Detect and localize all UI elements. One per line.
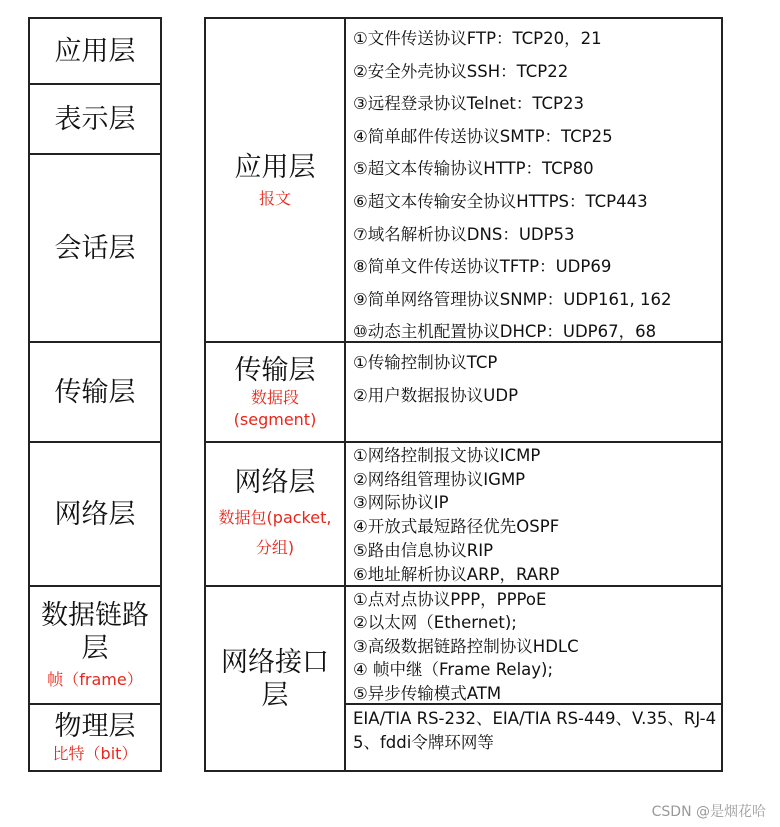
protocol-item: ⑨简单网络管理协议SNMP：UDP161, 162 [353, 289, 672, 309]
protocol-item: ②安全外壳协议SSH：TCP22 [353, 61, 569, 81]
osi-layer-unit: 帧（frame） [47, 670, 143, 689]
osi-layer-name: 表示层 [54, 103, 136, 135]
tcpip-layer-network [206, 443, 344, 585]
network-protocol-list [353, 444, 560, 586]
tcpip-layer-unit-detail: 分组) [255, 537, 295, 557]
application-protocol-list [353, 23, 672, 349]
protocol-item: ④简单邮件传送协议SMTP：TCP25 [353, 126, 613, 146]
protocol-item: ⑥地址解析协议ARP，RARP [353, 564, 560, 584]
tcpip-layer-network-interface [206, 587, 344, 770]
osi-layer-name: 应用层 [54, 35, 136, 67]
tcpip-layer-name: 传输层 [234, 354, 316, 386]
protocol-item: ④ 帧中继（Frame Relay); [353, 660, 554, 680]
protocol-item: ①传输控制协议TCP [353, 353, 498, 372]
physical-standards-text: EIA/TIA RS-232、EIA/TIA RS-449、V.35、RJ-45、fddi令牌环网等 [353, 709, 717, 752]
network-interface-protocol-list [353, 588, 579, 705]
osi-layer-session [30, 155, 160, 341]
protocol-item: ⑤异步传输模式ATM [353, 683, 502, 703]
watermark: CSDN @是烟花哈 [651, 804, 766, 820]
tcpip-layer-transport [206, 343, 344, 441]
tcpip-layer-name: 应用层 [234, 151, 316, 183]
protocol-item: ②用户数据报协议UDP [353, 386, 519, 405]
tcpip-layer-unit: 报文 [258, 188, 291, 208]
osi-layer-presentation [30, 85, 160, 153]
protocol-item: ②网络组管理协议IGMP [353, 469, 526, 489]
osi-layer-name: 网络层 [54, 498, 136, 530]
tcpip-layer-application [206, 19, 344, 341]
osi-layer-application [30, 19, 160, 83]
protocol-item: ⑥超文本传输安全协议HTTPS：TCP443 [353, 191, 648, 211]
protocol-item: ①文件传送协议FTP：TCP20，21 [353, 29, 602, 48]
osi-layer-network [30, 443, 160, 585]
protocol-item: ⑤超文本传输协议HTTP：TCP80 [353, 159, 594, 179]
protocol-item: ③网际协议IP [353, 493, 449, 513]
osi-layer-name: 数据链路层 [41, 600, 149, 664]
protocol-item: ④开放式最短路径优先OSPF [353, 517, 560, 537]
osi-layer-unit: 比特（bit） [52, 744, 138, 763]
osi-layer-name: 传输层 [54, 376, 136, 408]
protocol-item: ⑩动态主机配置协议DHCP：UDP67，68 [353, 322, 657, 342]
protocol-item: ①点对点协议PPP，PPPoE [353, 590, 547, 609]
tcpip-layer-name: 网络层 [234, 466, 316, 498]
protocol-item: ①网络控制报文协议ICMP [353, 446, 541, 465]
tcpip-layer-name: 网络接口层 [221, 646, 329, 711]
protocol-item: ⑦域名解析协议DNS：UDP53 [353, 224, 575, 244]
protocol-item: ②以太网（Ethernet); [353, 613, 517, 633]
tcpip-column-divider [344, 17, 346, 772]
osi-layer-name: 物理层 [54, 711, 136, 742]
protocol-item: ③远程登录协议Telnet：TCP23 [353, 94, 584, 114]
transport-protocol-list [353, 346, 518, 412]
tcpip-layer-unit: 数据段 [250, 387, 299, 407]
protocol-item: ⑧简单文件传送协议TFTP：UDP69 [353, 257, 612, 277]
protocol-item: ③高级数据链路控制协议HDLC [353, 636, 579, 656]
tcpip-layer-unit-detail: (segment) [233, 409, 317, 429]
tcpip-layer-unit: 数据包(packet, [218, 507, 332, 527]
osi-layer-transport [30, 343, 160, 441]
protocol-item: ⑤路由信息协议RIP [353, 540, 494, 560]
osi-layer-physical [30, 705, 160, 770]
osi-layer-name: 会话层 [54, 232, 136, 264]
osi-layer-datalink [30, 587, 160, 703]
